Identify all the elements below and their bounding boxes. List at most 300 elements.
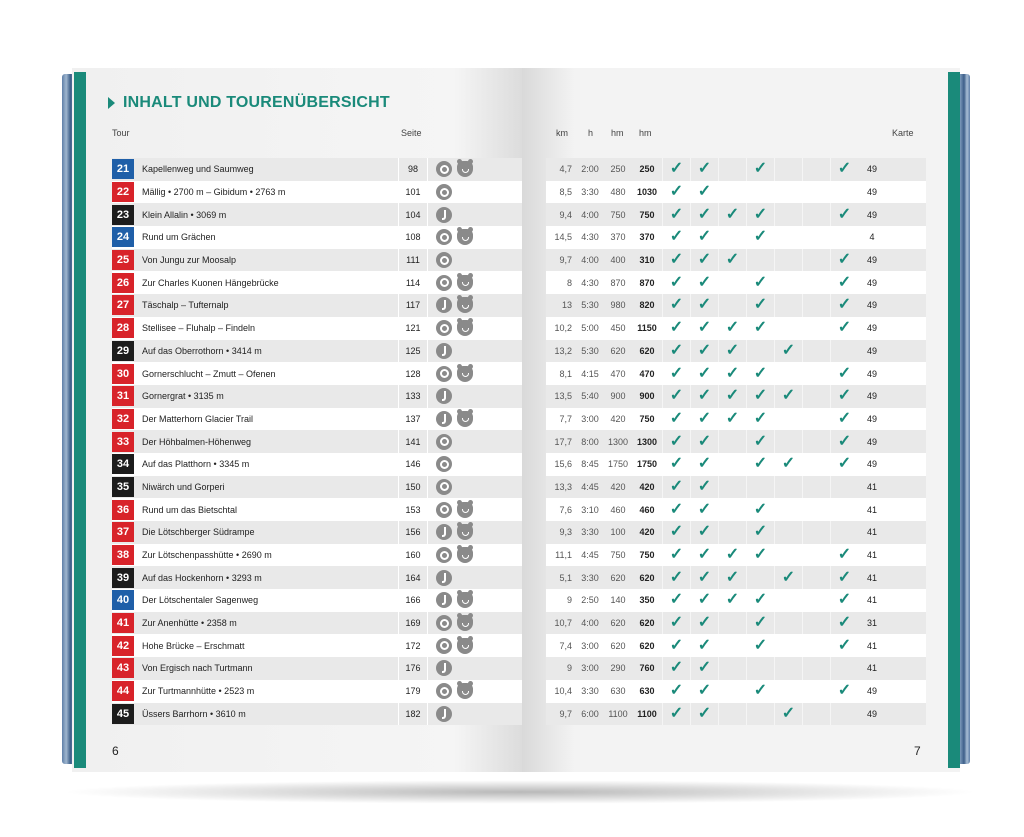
check-cell [718,249,746,272]
checkmark-icon: ✓ [725,546,740,564]
map-number: 41 [866,663,877,674]
checkmark-icon: ✓ [669,387,684,405]
check-cell [830,680,858,703]
checkmark-icon: ✓ [697,477,712,495]
tour-name: Der Lötschentaler Sagenweg [142,595,259,606]
checkmark-icon: ✓ [697,546,712,564]
duration-h: 4:00 [581,255,599,266]
duration-h: 3:00 [581,663,599,674]
tour-name: Der Höhbalmen-Höhenweg [142,436,252,447]
check-cell [746,657,774,680]
check-cell [774,634,802,657]
ascent-hm: 900 [610,391,626,402]
check-cell [662,521,690,544]
checkmark-icon: ✓ [753,296,768,314]
checkmark-icon: ✓ [669,364,684,382]
check-cell [746,703,774,726]
header-karte: Karte [892,128,914,138]
table-row [112,544,522,567]
table-row [112,158,522,181]
ascent-hm: 420 [610,481,626,492]
distance-km: 9,4 [559,209,572,220]
table-row [546,226,926,249]
check-cell [746,362,774,385]
check-cell [774,317,802,340]
tour-page: 108 [398,226,428,249]
check-cell [690,476,718,499]
tour-page: 179 [398,680,428,703]
distance-km: 14,5 [554,232,572,243]
ascent-hm: 870 [610,277,626,288]
tour-icons [428,502,473,518]
check-cell [690,385,718,408]
checkmark-icon: ✓ [669,591,684,609]
checkmark-icon: ✓ [697,568,712,586]
checkmark-icon: ✓ [669,183,684,201]
duration-h: 6:00 [581,708,599,719]
tour-name: Rund um Grächen [142,232,216,243]
header-km: km [556,128,568,138]
tour-icons [428,343,452,359]
checkmark-icon: ✓ [697,341,712,359]
check-cell [662,453,690,476]
bear-icon [457,592,473,608]
check-cell [774,408,802,431]
distance-km: 10,2 [554,323,572,334]
tour-page: 98 [398,158,428,181]
checkmark-icon: ✓ [725,364,740,382]
table-row [546,203,926,226]
boot-icon [436,388,452,404]
checkmark-icon: ✓ [697,591,712,609]
checkmark-icon: ✓ [753,523,768,541]
checkmark-icon: ✓ [753,205,768,223]
check-cell [690,589,718,612]
boot-icon [436,706,452,722]
table-row [546,634,926,657]
check-cell [830,294,858,317]
tour-number-badge: 30 [112,364,134,384]
check-cell [690,317,718,340]
distance-km: 10,4 [554,686,572,697]
descent-hm: 1300 [636,436,658,447]
check-cell [830,634,858,657]
check-cell [690,430,718,453]
distance-km: 8,1 [559,368,572,379]
tour-icons [428,184,452,200]
table-row [112,476,522,499]
check-cell [746,249,774,272]
checkmark-icon: ✓ [725,205,740,223]
checkmark-icon: ✓ [837,636,852,654]
map-number: 49 [866,391,877,402]
ring-icon [436,184,452,200]
table-row [546,249,926,272]
descent-hm: 750 [639,413,655,424]
table-row [546,612,926,635]
tour-name: Klein Allalin • 3069 m [142,209,227,220]
bear-icon [457,161,473,177]
checkmark-icon: ✓ [697,251,712,269]
table-row [546,271,926,294]
duration-h: 5:00 [581,323,599,334]
check-cell [802,362,830,385]
tour-name: Niwärch und Gorperi [142,481,225,492]
check-cell [802,226,830,249]
tour-name: Stellisee – Fluhalp – Findeln [142,323,256,334]
checkmark-icon: ✓ [669,160,684,178]
table-row [546,408,926,431]
descent-hm: 630 [639,686,655,697]
check-cell [662,544,690,567]
checkmark-icon: ✓ [669,205,684,223]
check-cell [830,453,858,476]
map-number: 49 [866,323,877,334]
page-title-wrap [108,94,390,112]
check-cell [746,203,774,226]
checkmark-icon: ✓ [837,251,852,269]
distance-km: 9,7 [559,255,572,266]
tour-number-badge: 33 [112,432,134,452]
boot-icon [436,297,452,313]
checkmark-icon: ✓ [697,500,712,518]
checkmark-icon: ✓ [837,364,852,382]
descent-hm: 350 [639,595,655,606]
check-cell [830,657,858,680]
tour-name: Gornergrat • 3135 m [142,391,224,402]
check-cell [802,612,830,635]
map-number: 41 [866,481,877,492]
duration-h: 5:30 [581,300,599,311]
check-cell [802,158,830,181]
checkmark-icon: ✓ [837,455,852,473]
check-cell [746,634,774,657]
duration-h: 4:00 [581,209,599,220]
table-row [546,294,926,317]
tour-number-badge: 41 [112,613,134,633]
check-cell [662,385,690,408]
descent-hm: 750 [639,550,655,561]
map-number: 41 [866,550,877,561]
check-cell [718,566,746,589]
distance-km: 10,7 [554,618,572,629]
descent-hm: 1150 [637,323,657,334]
checkmark-icon: ✓ [669,568,684,586]
duration-h: 4:15 [581,368,599,379]
table-row [112,680,522,703]
duration-h: 3:30 [581,572,599,583]
check-cell [802,498,830,521]
check-cell [662,317,690,340]
duration-h: 4:30 [581,232,599,243]
check-cell [662,566,690,589]
tour-page: 125 [398,340,428,363]
table-row [546,680,926,703]
table-row [546,181,926,204]
check-cell [662,340,690,363]
checkmark-icon: ✓ [697,614,712,632]
check-cell [830,566,858,589]
ascent-hm: 450 [610,323,626,334]
check-cell [662,226,690,249]
descent-hm: 620 [639,345,655,356]
checkmark-icon: ✓ [697,409,712,427]
duration-h: 4:45 [581,550,599,561]
check-cell [746,430,774,453]
checkmark-icon: ✓ [837,205,852,223]
checkmark-icon: ✓ [669,432,684,450]
check-cell [830,544,858,567]
boot-icon [436,343,452,359]
checkmark-icon: ✓ [697,183,712,201]
check-cell [690,294,718,317]
checkmark-icon: ✓ [753,614,768,632]
check-cell [830,226,858,249]
map-number: 49 [866,459,877,470]
check-cell [690,680,718,703]
check-cell [830,362,858,385]
duration-h: 3:10 [581,504,599,515]
ascent-hm: 480 [610,187,626,198]
check-cell [718,680,746,703]
check-cell [718,271,746,294]
check-cell [830,430,858,453]
distance-km: 5,1 [559,572,572,583]
tour-number-badge: 23 [112,205,134,225]
check-cell [774,271,802,294]
checkmark-icon: ✓ [697,455,712,473]
check-cell [746,408,774,431]
accent-band-left [74,72,86,768]
check-cell [774,385,802,408]
ring-icon [436,275,452,291]
table-row [546,566,926,589]
check-cell [774,544,802,567]
checkmark-icon: ✓ [669,319,684,337]
map-number: 49 [866,413,877,424]
tour-page: 117 [398,294,428,317]
check-cell [662,612,690,635]
check-cell [830,340,858,363]
ascent-hm: 750 [610,550,626,561]
ring-icon [436,161,452,177]
tour-page: 137 [398,408,428,431]
table-row [112,271,522,294]
check-cell [802,271,830,294]
check-cell [662,657,690,680]
checkmark-icon: ✓ [753,682,768,700]
ascent-hm: 290 [610,663,626,674]
checkmark-icon: ✓ [753,364,768,382]
descent-hm: 1100 [637,708,657,719]
distance-km: 8 [566,277,572,288]
ascent-hm: 620 [610,618,626,629]
tour-name: Die Lötschberger Südrampe [142,527,255,538]
check-cell [802,680,830,703]
accent-band-right [948,72,960,768]
table-row [546,317,926,340]
checkmark-icon: ✓ [669,455,684,473]
check-cell [746,453,774,476]
check-cell [774,158,802,181]
descent-hm: 760 [639,663,655,674]
table-row [112,498,522,521]
check-cell [774,340,802,363]
tour-page: 176 [398,657,428,680]
checkmark-icon: ✓ [669,341,684,359]
table-row [112,249,522,272]
tour-name: Von Jungu zur Moosalp [142,255,237,266]
distance-km: 13,5 [554,391,572,402]
distance-km: 17,7 [554,436,572,447]
map-number: 41 [866,572,877,583]
duration-h: 4:30 [581,277,599,288]
checkmark-icon: ✓ [837,296,852,314]
map-number: 49 [866,686,877,697]
checkmark-icon: ✓ [697,636,712,654]
table-row [112,634,522,657]
check-cell [662,294,690,317]
tour-page: 169 [398,612,428,635]
checkmark-icon: ✓ [725,568,740,586]
distance-km: 7,7 [559,413,572,424]
map-number: 41 [866,527,877,538]
checkmark-icon: ✓ [837,319,852,337]
check-cell [802,521,830,544]
checkmark-icon: ✓ [697,682,712,700]
check-cell [662,362,690,385]
check-cell [746,566,774,589]
header-hm-down: hm [639,128,652,138]
checkmark-icon: ✓ [697,296,712,314]
check-cell [718,362,746,385]
duration-h: 4:45 [581,481,599,492]
check-cell [690,703,718,726]
tour-icons [428,615,473,631]
tour-number-badge: 39 [112,568,134,588]
check-cell [746,317,774,340]
boot-icon [436,592,452,608]
tour-name: Üssers Barrhorn • 3610 m [142,708,246,719]
check-cell [802,453,830,476]
checkmark-icon: ✓ [697,523,712,541]
ascent-hm: 620 [610,572,626,583]
checkmark-icon: ✓ [781,455,796,473]
table-row [546,498,926,521]
bear-icon [457,297,473,313]
descent-hm: 900 [639,391,655,402]
check-cell [718,317,746,340]
checkmark-icon: ✓ [725,591,740,609]
check-cell [662,249,690,272]
tour-icons [428,161,473,177]
table-row [546,657,926,680]
boot-icon [436,411,452,427]
check-cell [802,408,830,431]
check-cell [774,294,802,317]
ring-icon [436,683,452,699]
tour-number-badge: 42 [112,636,134,656]
distance-km: 9 [566,595,572,606]
check-cell [774,589,802,612]
tour-icons [428,252,452,268]
bear-icon [457,502,473,518]
checkmark-icon: ✓ [669,500,684,518]
check-cell [830,408,858,431]
descent-hm: 620 [639,618,655,629]
check-cell [690,521,718,544]
tour-number-badge: 31 [112,386,134,406]
tour-icons [428,229,473,245]
tour-name: Mällig • 2700 m – Gibidum • 2763 m [142,187,286,198]
check-cell [774,453,802,476]
descent-hm: 470 [639,368,655,379]
book [62,68,970,772]
checkmark-icon: ✓ [837,546,852,564]
descent-hm: 620 [639,640,655,651]
table-row [546,430,926,453]
check-cell [802,181,830,204]
check-cell [718,657,746,680]
bear-icon [457,638,473,654]
check-cell [718,703,746,726]
distance-km: 11,1 [555,550,572,561]
tour-name: Kapellenweg und Saumweg [142,164,254,175]
tour-name: Rund um das Bietschtal [142,504,238,515]
tour-icons [428,479,452,495]
tour-page: 146 [398,453,428,476]
checkmark-icon: ✓ [669,682,684,700]
tour-name: Von Ergisch nach Turtmann [142,663,253,674]
map-number: 41 [866,504,877,515]
check-cell [690,408,718,431]
ring-icon [436,229,452,245]
checkmark-icon: ✓ [669,296,684,314]
distance-km: 9 [566,663,572,674]
descent-hm: 310 [639,255,655,266]
checkmark-icon: ✓ [697,387,712,405]
checkmark-icon: ✓ [753,432,768,450]
tour-icons [428,706,452,722]
tour-name: Zur Charles Kuonen Hängebrücke [142,277,279,288]
table-row [546,340,926,363]
check-cell [718,158,746,181]
check-cell [830,249,858,272]
check-cell [830,612,858,635]
tour-number-badge: 35 [112,477,134,497]
ascent-hm: 100 [610,527,626,538]
map-number: 49 [866,209,877,220]
checkmark-icon: ✓ [669,228,684,246]
checkmark-icon: ✓ [725,319,740,337]
checkmark-icon: ✓ [697,228,712,246]
checkmark-icon: ✓ [669,273,684,291]
check-cell [746,498,774,521]
tour-number-badge: 24 [112,227,134,247]
check-cell [662,271,690,294]
checkmark-icon: ✓ [669,636,684,654]
checkmark-icon: ✓ [837,432,852,450]
tour-page: 101 [398,181,428,204]
ascent-hm: 1100 [608,708,628,719]
check-cell [802,249,830,272]
check-cell [662,181,690,204]
tour-list-left [112,158,522,725]
table-row [112,181,522,204]
tour-number-badge: 44 [112,681,134,701]
checkmark-icon: ✓ [781,387,796,405]
check-cell [774,362,802,385]
